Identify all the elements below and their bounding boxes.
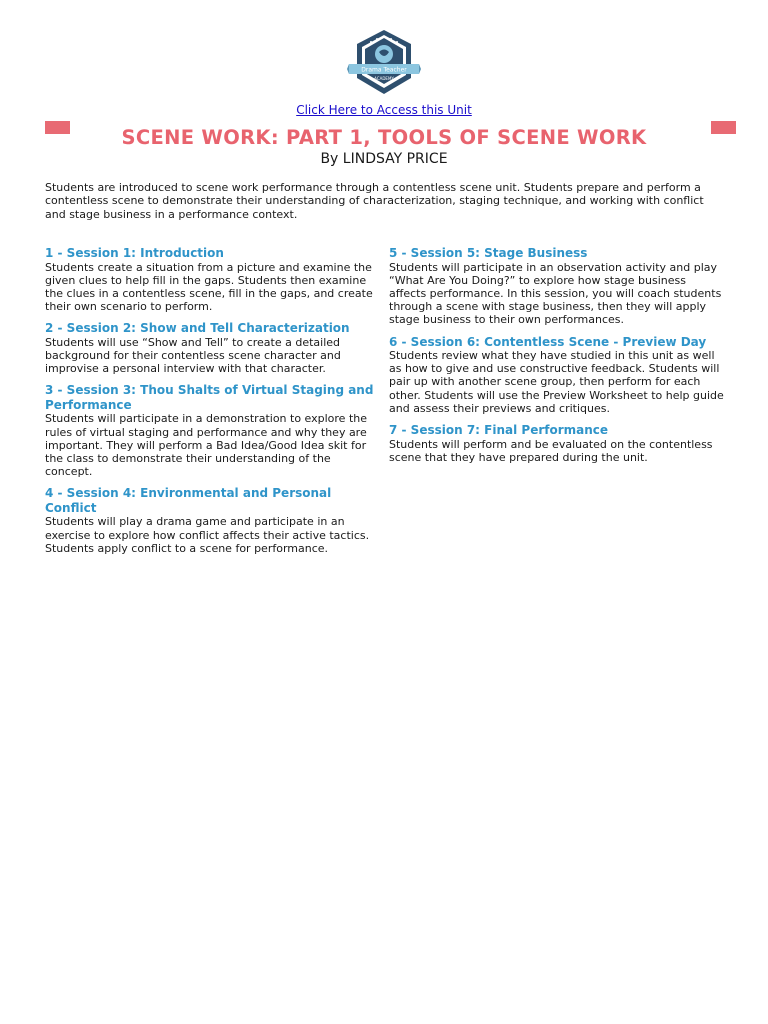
intro-paragraph: Students are introduced to scene work performance through a contentless scene unit. Students prepare and perform a contentless scene to demonstrate their understanding of characterization, staging technique, and working with conflict and stage business in a performance context. (45, 181, 704, 221)
session-description: Students create a situation from a picture and examine the given clues to help fill in the gaps. Students then examine the clues in a contentless scene, fill in the gaps, and create their own scenario to perform. (45, 260, 373, 314)
session-item (45, 321, 381, 375)
session-description: Students will play a drama game and participate in an exercise to explore how conflict affects their active tactics. Students apply conflict to a scene for performance. (45, 515, 370, 555)
session-description: Students will perform and be evaluated on the contentless scene that they have prepared during the unit. (389, 437, 713, 464)
session-item (45, 383, 381, 478)
session-item (389, 423, 725, 464)
session-title: 4 - Session 4: Environmental and Personal Conflict (45, 486, 332, 515)
author-byline: By LINDSAY PRICE (320, 151, 448, 167)
logo-text-line1: Drama Teacher (361, 66, 407, 74)
page-title: SCENE WORK: PART 1, TOOLS OF SCENE WORK (121, 126, 647, 149)
session-title: 3 - Session 3: Thou Shalts of Virtual Staging and Performance (45, 383, 374, 412)
session-item (45, 246, 381, 313)
sessions-right-column (389, 246, 725, 472)
session-description: Students will participate in an observation activity and play “What Are You Doing?” to explore how stage business affects performance. In this session, you will coach students through a scene with stage business, then they will apply stage business to their own performances. (389, 260, 722, 327)
logo-text-line2: ACADEMY (374, 76, 394, 81)
drama-teacher-academy-logo (347, 28, 421, 96)
session-title: 7 - Session 7: Final Performance (389, 423, 609, 438)
session-title: 5 - Session 5: Stage Business (389, 246, 588, 260)
access-unit-link[interactable]: Click Here to Access this Unit (296, 103, 472, 117)
logo-badge-icon (347, 28, 421, 96)
session-item (45, 486, 381, 555)
session-item (389, 335, 725, 416)
session-description: Students review what they have studied in this unit as well as how to give and use constructive feedback. Students will pair up with another scene group, then perform for each other. Students will use the Preview Worksheet to help guide and assess their previews and critiques. (389, 349, 724, 415)
session-title: 2 - Session 2: Show and Tell Characterization (45, 321, 350, 336)
session-description: Students will use “Show and Tell” to create a detailed background for their contentless scene character and improvise a personal interview with that character. (45, 335, 341, 376)
session-title: 1 - Session 1: Introduction (45, 246, 224, 260)
session-description: Students will participate in a demonstration to explore the rules of virtual staging and performance and why they are important. They will perform a Bad Idea/Good Idea skit for the class to demonstrate their understanding of the concept. (45, 412, 368, 479)
session-title: 6 - Session 6: Contentless Scene - Preview Day (389, 334, 707, 349)
sessions-left-column (45, 246, 381, 563)
session-item (389, 246, 725, 327)
